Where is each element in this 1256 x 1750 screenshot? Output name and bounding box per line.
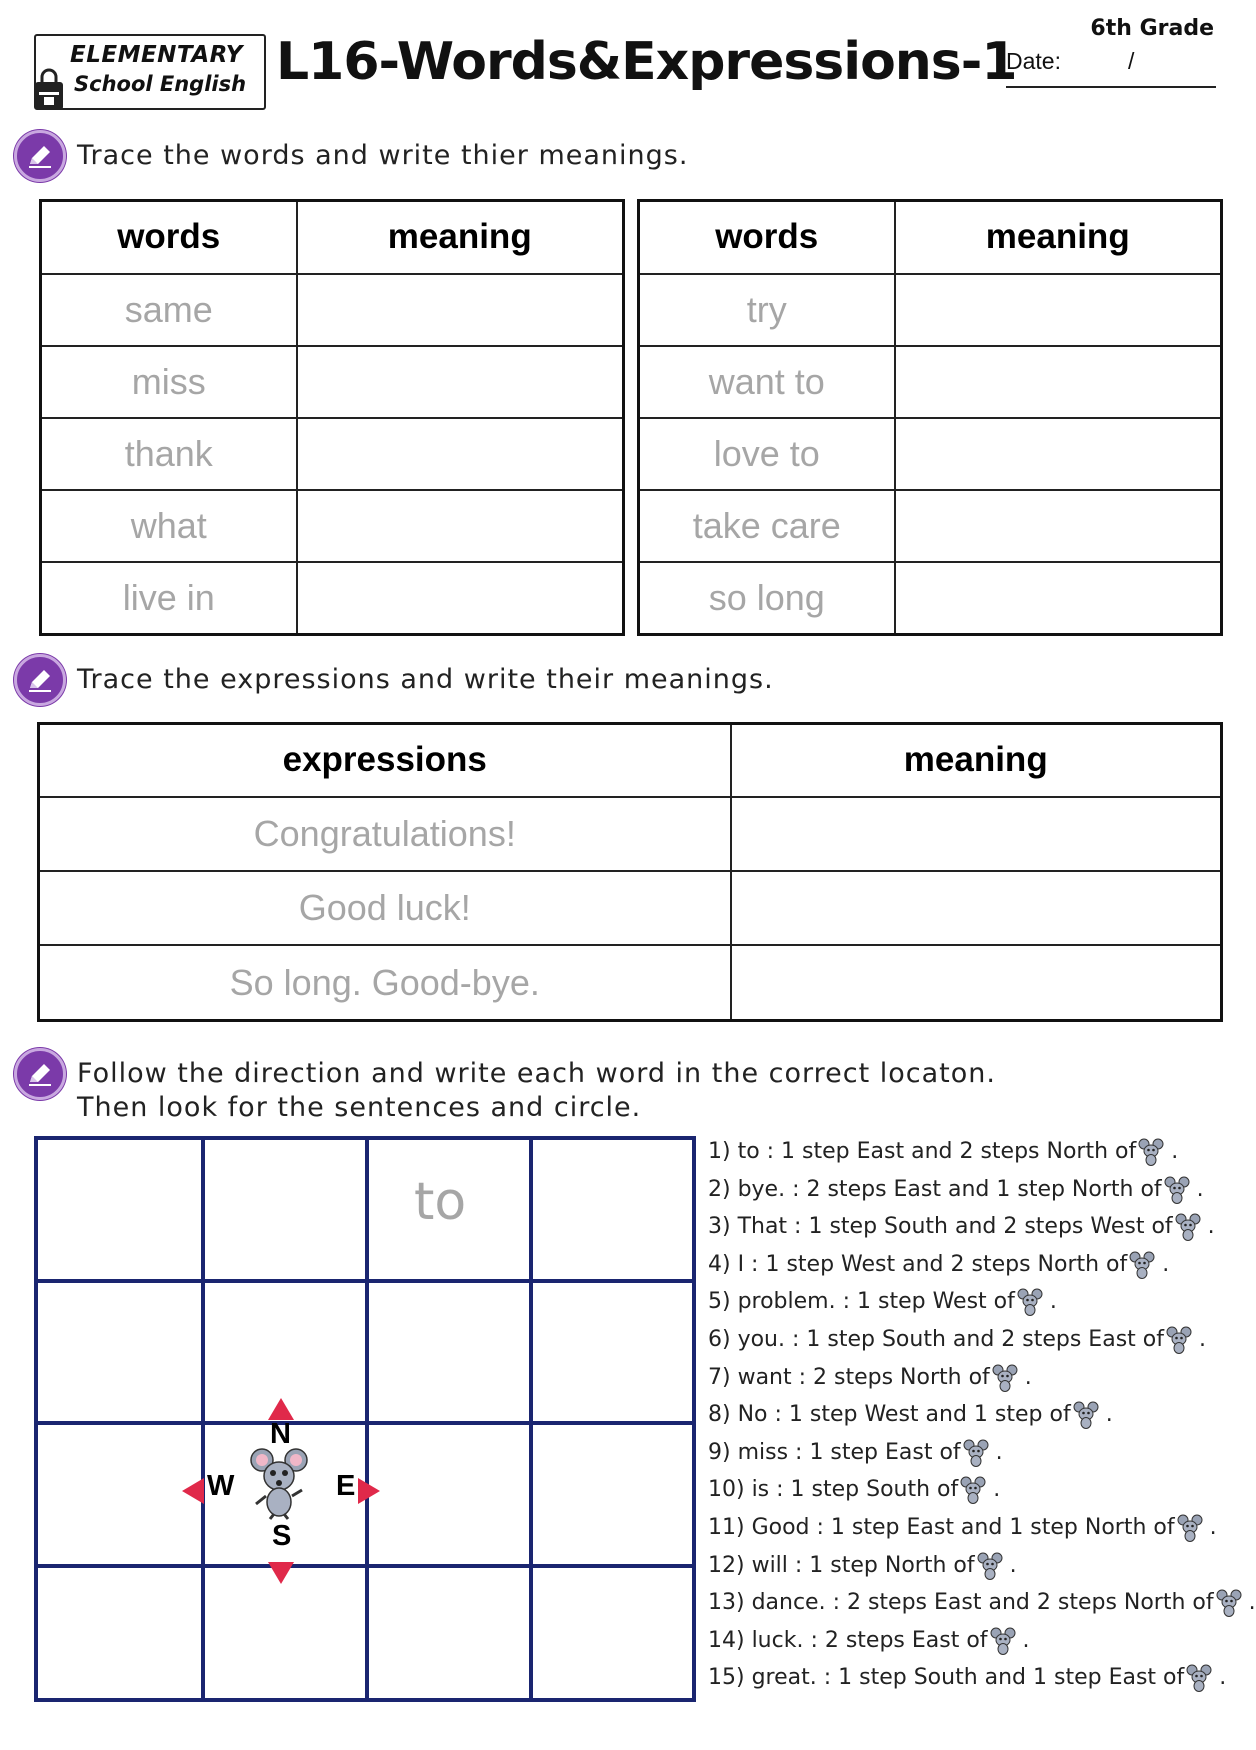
period: .: [1042, 1289, 1057, 1315]
mouse-icon: [1017, 1288, 1043, 1316]
direction-item: [708, 1176, 1204, 1204]
mouse-icon: [248, 1446, 310, 1520]
date-label: Date:: [1006, 48, 1061, 74]
direction-text: 7) want : 2 steps North of: [708, 1364, 990, 1390]
date-field[interactable]: [1006, 86, 1216, 88]
meaning-cell[interactable]: [895, 418, 1222, 490]
direction-text: 2) bye. : 2 steps East and 1 step North of: [708, 1176, 1162, 1202]
words-table-left: [39, 199, 625, 636]
trace-word: try: [639, 274, 895, 346]
trace-word: thank: [41, 418, 297, 490]
mouse-icon: [963, 1439, 989, 1467]
trace-expression: Good luck!: [39, 871, 731, 945]
mouse-icon: [1177, 1514, 1203, 1542]
meaning-cell[interactable]: [297, 490, 624, 562]
header-words: words: [41, 201, 297, 274]
grid-example-word: to: [414, 1172, 467, 1232]
period: .: [986, 1477, 1001, 1503]
header-expressions: expressions: [39, 724, 731, 797]
direction-item: [708, 1326, 1206, 1354]
logo-line2: School English: [74, 72, 247, 96]
pencil-icon: [14, 1048, 66, 1100]
period: .: [988, 1439, 1003, 1465]
meaning-cell[interactable]: [731, 797, 1222, 871]
trace-word: live in: [41, 562, 297, 635]
trace-word: same: [41, 274, 297, 346]
direction-text: 3) That : 1 step South and 2 steps West of: [708, 1214, 1173, 1240]
trace-word: take care: [639, 490, 895, 562]
direction-text: 10) is : 1 step South of: [708, 1477, 959, 1503]
header-words: words: [639, 201, 895, 274]
period: .: [1017, 1364, 1032, 1390]
meaning-cell[interactable]: [731, 871, 1222, 945]
compass-east: E: [336, 1470, 356, 1502]
trace-word: miss: [41, 346, 297, 418]
period: .: [1212, 1665, 1227, 1691]
meaning-cell[interactable]: [895, 346, 1222, 418]
trace-word: what: [41, 490, 297, 562]
school-bag-icon: [32, 72, 66, 112]
direction-item: [708, 1439, 1003, 1467]
period: .: [1164, 1139, 1179, 1164]
compass-west: W: [207, 1470, 235, 1502]
direction-item: [708, 1213, 1215, 1241]
logo-line1: ELEMENTARY: [70, 42, 243, 68]
header-meaning: meaning: [731, 724, 1222, 797]
header-meaning: meaning: [895, 201, 1222, 274]
direction-item: [708, 1364, 1032, 1392]
meaning-cell[interactable]: [895, 562, 1222, 635]
direction-item: [708, 1251, 1169, 1279]
period: .: [1015, 1627, 1030, 1653]
mouse-icon: [1166, 1326, 1192, 1354]
period: .: [1189, 1176, 1204, 1202]
trace-word: want to: [639, 346, 895, 418]
trace-word: love to: [639, 418, 895, 490]
direction-text: 1) to : 1 step East and 2 steps North of: [708, 1139, 1137, 1164]
mouse-icon: [977, 1552, 1003, 1580]
direction-item: [708, 1664, 1226, 1692]
mouse-icon: [960, 1476, 986, 1504]
direction-text: 4) I : 1 step West and 2 steps North of: [708, 1251, 1128, 1277]
direction-item: [708, 1476, 1000, 1504]
mouse-icon: [1175, 1213, 1201, 1241]
mouse-icon: [990, 1627, 1016, 1655]
expressions-table: [37, 722, 1223, 1022]
meaning-cell[interactable]: [297, 274, 624, 346]
instruction-3-line1: Follow the direction and write each word in the correct locaton.: [77, 1058, 996, 1089]
trace-expression: So long. Good-bye.: [39, 945, 731, 1020]
direction-text: 9) miss : 1 step East of: [708, 1439, 961, 1465]
mouse-icon: [992, 1364, 1018, 1392]
instruction-1: Trace the words and write thier meanings.: [77, 140, 689, 171]
meaning-cell[interactable]: [731, 945, 1222, 1020]
compass-north: N: [270, 1418, 291, 1450]
logo: [34, 34, 266, 110]
mouse-icon: [1073, 1401, 1099, 1429]
mouse-icon: [1164, 1176, 1190, 1204]
direction-text: 5) problem. : 1 step West of: [708, 1289, 1015, 1315]
grid-line: [529, 1140, 533, 1698]
direction-item: [708, 1138, 1178, 1166]
direction-item: [708, 1514, 1217, 1542]
pencil-icon: [14, 654, 66, 706]
period: .: [1200, 1214, 1215, 1240]
meaning-cell[interactable]: [895, 274, 1222, 346]
direction-text: 8) No : 1 step West and 1 step of: [708, 1402, 1071, 1428]
meaning-cell[interactable]: [297, 418, 624, 490]
mouse-icon: [1129, 1251, 1155, 1279]
direction-text: 12) will : 1 step North of: [708, 1552, 975, 1578]
trace-word: so long: [639, 562, 895, 635]
period: .: [1002, 1552, 1017, 1578]
instruction-3-line2: Then look for the sentences and circle.: [77, 1092, 642, 1123]
period: .: [1098, 1402, 1113, 1428]
grid-line: [38, 1279, 692, 1283]
meaning-cell[interactable]: [895, 490, 1222, 562]
instruction-2: Trace the expressions and write their meanings.: [77, 664, 774, 695]
direction-text: 14) luck. : 2 steps East of: [708, 1627, 988, 1653]
direction-item: [708, 1552, 1017, 1580]
period: .: [1155, 1251, 1170, 1277]
mouse-icon: [1186, 1664, 1212, 1692]
direction-item: [708, 1288, 1057, 1316]
direction-item: [708, 1589, 1256, 1617]
trace-expression: Congratulations!: [39, 797, 731, 871]
mouse-icon: [1138, 1138, 1164, 1166]
direction-text: 11) Good : 1 step East and 1 step North of: [708, 1515, 1175, 1540]
period: .: [1202, 1515, 1217, 1540]
words-table-right: [637, 199, 1223, 636]
mouse-icon: [1216, 1589, 1242, 1617]
pencil-icon: [14, 130, 66, 182]
grade-label: 6th Grade: [1090, 16, 1214, 41]
direction-text: 13) dance. : 2 steps East and 2 steps North of: [708, 1590, 1214, 1616]
direction-text: 15) great. : 1 step South and 1 step East of: [708, 1665, 1185, 1691]
compass-south: S: [272, 1520, 292, 1552]
meaning-cell[interactable]: [297, 346, 624, 418]
direction-item: [708, 1627, 1030, 1655]
date-slash: /: [1128, 48, 1135, 74]
period: .: [1191, 1327, 1206, 1352]
period: .: [1241, 1590, 1256, 1616]
direction-item: [708, 1401, 1113, 1429]
page-title: L16-Words&Expressions-1: [276, 32, 1017, 92]
meaning-cell[interactable]: [297, 562, 624, 635]
header-meaning: meaning: [297, 201, 624, 274]
direction-text: 6) you. : 1 step South and 2 steps East of: [708, 1327, 1164, 1352]
